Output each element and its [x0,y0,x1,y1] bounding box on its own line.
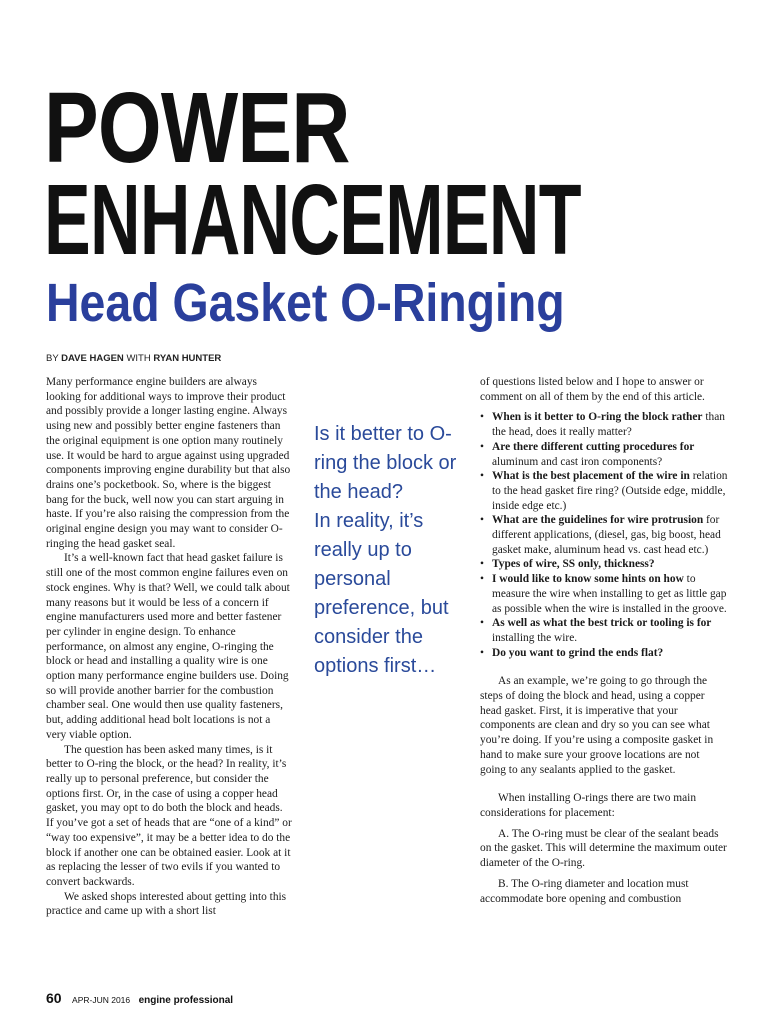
article-subtitle: Head Gasket O-Ringing [46,273,565,333]
byline [46,353,221,364]
body-paragraph: Many performance engine builders are always looking for additional ways to improve their product and possibly provide a longer lasting engine. Always using new and possibly better engine fasteners than the original equipment is one option many routinely use. It would be hard to argue against using upgraded components improving engine durability but that also drains one’s pocketbook. So, where is the biggest bang for the buck, well now you can start arguing in haste. If you’re also raising the compression from the original engine design you may want to consider O-ringing the head gasket seal. [46,376,291,550]
body-paragraph: B. The O-ring diameter and location must accommodate bore opening and combustion [480,877,689,905]
question-bold: Are there different cutting procedures for [492,440,695,453]
list-item [480,469,728,513]
byline-author-1: DAVE HAGEN [61,353,124,364]
bullet-icon: • [480,573,484,586]
bullet-icon: • [480,646,484,659]
body-paragraph: It’s a well-known fact that head gasket failure is still one of the most common engine failures even on stock engines. Why is that? Well, we could talk about many reasons but it would be less of a concern if engine manufacturers used more and better fastener per cylinder in engine design. To enhance performance, on almost any engine, O-ringing the block or head and installing a quality wire is one option many performance engine builders use. Doing so will provide another barrier for the combustion chamber seal. One would then use quality fasteners, but, adding additional head bolt locations is not a very viable option. [46,552,290,741]
body-paragraph: The question has been asked many times, is it better to O-ring the block, or the head? In reality, it’s really up to personal preference, but consider the options first. Or, in the case of using a copper head gasket, you may opt to do both the block and heads. If you’ve got a set of heads that are “one of a kind” or “way too expensive”, it may be a better idea to do the block if another one can be obtained easier. Look at it as replacing the lesser of two evils if you wanted to convert backwards. [46,743,292,888]
page-number: 60 [46,990,62,1006]
question-rest: installing the wire. [492,631,578,644]
body-paragraph: We asked shops interested about getting into this practice and came up with a short list [46,890,287,918]
question-rest: aluminum and cast iron components? [492,455,663,468]
page-footer [46,990,233,1008]
questions-list [480,410,728,660]
question-bold: As well as what the best trick or tooling is for [492,617,712,630]
column-1 [46,375,292,919]
pull-quote-line-2: In reality, it’s really up to personal preference, but consider the options first… [314,510,449,677]
list-item [480,646,728,661]
list-item [480,572,728,616]
question-bold: What are the guidelines for wire protrusion [492,514,704,527]
question-bold: When is it better to O-ring the block rather [492,411,703,424]
bullet-icon: • [480,411,484,424]
list-item [480,557,728,572]
bullet-icon: • [480,440,484,453]
byline-by: BY [46,353,59,364]
bullet-icon: • [480,558,484,571]
byline-with: WITH [126,353,151,364]
question-rest: for different applications, (diesel, gas, big boost, head gasket make, aluminum head vs. cast head etc.) [492,514,721,556]
list-item [480,616,728,645]
bullet-icon: • [480,514,484,527]
question-rest: than the head, does it really matter? [492,411,725,439]
pull-quote [314,420,464,681]
list-item [480,440,728,469]
list-item [480,410,728,439]
body-paragraph: As an example, we’re going to go through the steps of doing the block and head, using a copper head gasket. First, it is imperative that your components are clean and dry so you can see what you’re doing. If you’re using a composite gasket in hand to make sure your groove locations are not going to any sealants applied to the gasket. [480,675,714,776]
question-bold: Do you want to grind the ends flat? [492,646,664,659]
body-paragraph: A. The O-ring must be clear of the sealant beads on the gasket. This will determine the maximum outer diameter of the O-ring. [480,827,727,870]
question-bold: Types of wire, SS only, thickness? [492,558,655,571]
question-rest: relation to the head gasket fire ring? (Outside edge, middle, inside edge etc.) [492,470,728,512]
magazine-name: engine professional [138,995,234,1006]
title-line-2: ENHANCEMENT [44,164,581,276]
pull-quote-line-1: Is it better to O-ring the block or the head? [314,423,457,503]
title-line-1: POWER [44,72,350,184]
bullet-icon: • [480,470,484,483]
issue-date: APR-JUN 2016 [72,995,131,1005]
byline-author-2: RYAN HUNTER [153,353,222,364]
question-bold: I would like to know some hints on how [492,573,684,586]
body-paragraph: When installing O-rings there are two main considerations for placement: [480,792,697,819]
column-3 [480,375,728,906]
question-rest: to measure the wire when installing to get as little gap as possible when the wire is installed in the groove. [492,573,727,615]
bullet-icon: • [480,617,484,630]
list-item [480,513,728,557]
intro-paragraph: of questions listed below and I hope to answer or comment on all of them by the end of this article. [480,376,705,403]
question-bold: What is the best placement of the wire in [492,470,690,483]
